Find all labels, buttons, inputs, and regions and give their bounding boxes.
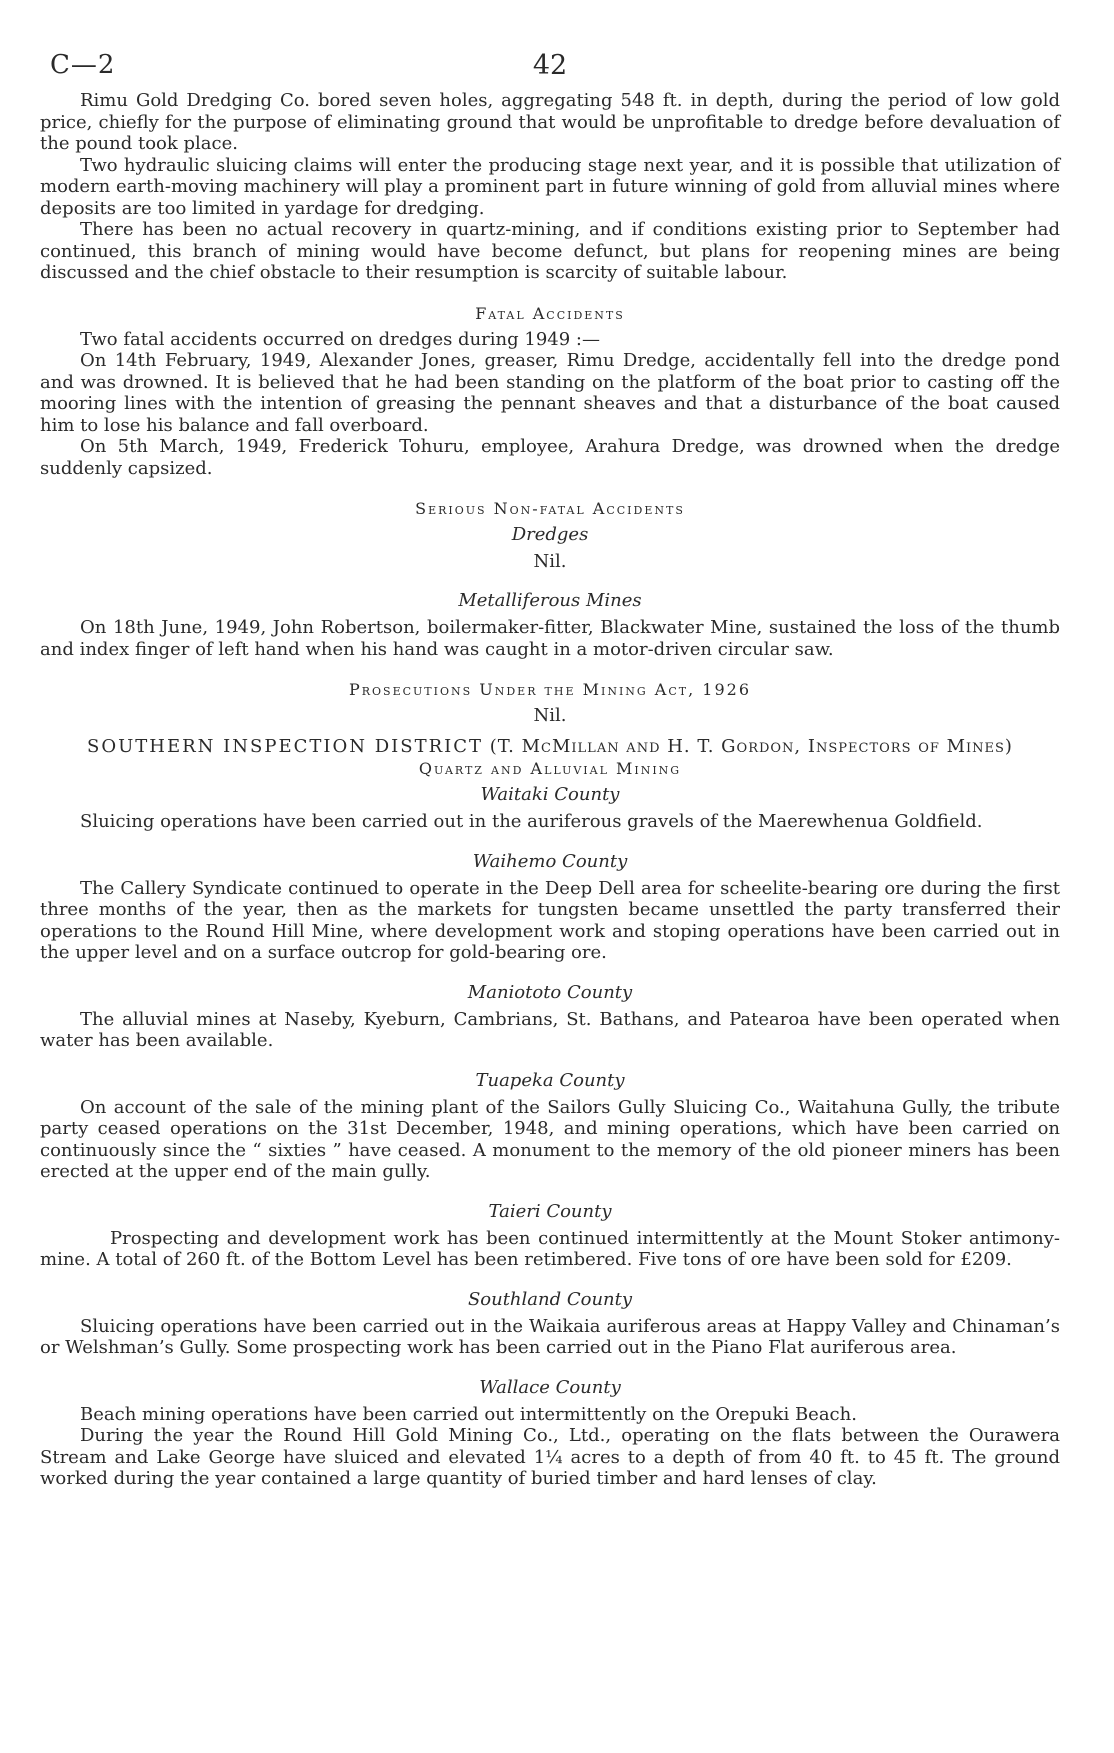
prosecutions-nil: Nil. — [533, 705, 567, 726]
southern-district-heading — [40, 736, 1060, 757]
intro-paragraph-1: Rimu Gold Dredging Co. bored seven holes, aggregating 548 ft. in depth, during the period of low gold price, chiefly for the purpose of eliminating ground that would be unprofitable to dredge before devaluation of the pound took place. — [40, 90, 1060, 154]
fatal-accidents-heading: Fatal Accidents — [475, 303, 625, 323]
county-paragraph-wallace-2: During the year the Round Hill Gold Mining Co., Ltd., operating on the flats between the Ourawera Stream and Lake George have sluiced and elevated 1¼ acres to a depth of from 40 ft. to 45 ft. The ground worked during the year contained a large quantity of buried timber and hard lenses of clay. — [40, 1425, 1060, 1489]
county-paragraph-wallace-1: Beach mining operations have been carried out intermittently on the Orepuki Beach. — [80, 1403, 857, 1425]
county-heading-wallace: Wallace County — [479, 1376, 621, 1398]
county-paragraph-taieri: Prospecting and development work has been continued intermittently at the Mount Stoker antimony-mine. A total of 260 ft. of the Bottom Level has been retimbered. Five tons of ore have been sold for £209. — [40, 1227, 1060, 1270]
district-inspectors: (T. McMillan and H. T. Gordon, Inspectors of Mines) — [489, 736, 1013, 757]
county-heading-waitaki: Waitaki County — [480, 784, 620, 805]
county-paragraph-tuapeka: On account of the sale of the mining plant of the Sailors Gully Sluicing Co., Waitahuna Gully, the tribute party ceased operations on the 31st December, 1948, and mining operations, which have been carried on continuously since the “ sixties ” have ceased. A monument to the memory of the old pioneer miners has been erected at the upper end of the main gully. — [40, 1096, 1060, 1182]
county-heading-southland: Southland County — [467, 1288, 633, 1310]
county-paragraph-waitaki: Sluicing operations have been carried out in the auriferous gravels of the Maerewhenua Goldfield. — [80, 811, 983, 832]
dredges-nil: Nil. — [533, 551, 567, 572]
intro-paragraph-2: Two hydraulic sluicing claims will enter the producing stage next year, and it is possible that utilization of modern earth-moving machinery will play a prominent part in future winning of gold from alluvial mines where deposits are too limited in yardage for dredging. — [40, 154, 1060, 219]
county-heading-waihemo: Waihemo County — [472, 850, 628, 872]
page-number: 42 — [532, 50, 568, 81]
document-reference: C—2 — [50, 50, 116, 80]
prosecutions-heading: Prosecutions Under the Mining Act, 1926 — [348, 680, 752, 699]
dredges-subheading: Dredges — [511, 524, 589, 545]
document-page — [40, 0, 1060, 1490]
page-header — [40, 0, 1060, 90]
county-paragraph-southland: Sluicing operations have been carried out in the Waikaia auriferous areas at Happy Valley and Chinaman’s or Welshman’s Gully. Some prospecting work has been carried out in the Piano Flat auriferous area. — [40, 1315, 1060, 1358]
fatal-paragraph-jones: On 14th February, 1949, Alexander Jones, greaser, Rimu Dredge, accidentally fell into the dredge pond and was drowned. It is believed that he had been standing on the platform of the boat prior to casting off the mooring lines with the intention of greasing the pennant sheaves and that a disturbance of the boat caused him to lose his balance and fall overboard. — [40, 350, 1060, 436]
county-heading-taieri: Taieri County — [488, 1200, 612, 1222]
county-heading-tuapeka: Tuapeka County — [475, 1069, 625, 1091]
intro-paragraph-3: There has been no actual recovery in quartz-mining, and if conditions existing prior to September had continued, this branch of mining would have become defunct, but plans for reopening mines are being discussed and the chief obstacle to their resumption is scarcity of suitable labour. — [40, 219, 1060, 283]
quartz-alluvial-heading: Quartz and Alluvial Mining — [418, 759, 682, 778]
metalliferous-paragraph: On 18th June, 1949, John Robertson, boilermaker-fitter, Blackwater Mine, sustained the loss of the thumb and index finger of left hand when his hand was caught in a motor-driven circular saw. — [40, 617, 1060, 660]
fatal-paragraph-tohuru: On 5th March, 1949, Frederick Tohuru, employee, Arahura Dredge, was drowned when the dredge suddenly capsized. — [40, 436, 1060, 479]
district-name: SOUTHERN INSPECTION DISTRICT — [87, 736, 484, 757]
fatal-intro: Two fatal accidents occurred on dredges during 1949 :— — [80, 328, 600, 350]
county-paragraph-maniototo: The alluvial mines at Naseby, Kyeburn, Cambrians, St. Bathans, and Patearoa have been operated when water has been available. — [40, 1008, 1060, 1051]
county-heading-maniototo: Maniototo County — [467, 981, 633, 1003]
serious-accidents-heading: Serious Non-fatal Accidents — [415, 499, 685, 518]
county-paragraph-waihemo: The Callery Syndicate continued to operate in the Deep Dell area for scheelite-bearing ore during the first three months of the year, then as the markets for tungsten became unsettled the party transferred their operations to the Round Hill Mine, where development work and stoping operations have been carried out in the upper level and on a surface outcrop for gold-bearing ore. — [40, 877, 1060, 963]
metalliferous-subheading: Metalliferous Mines — [458, 590, 642, 611]
